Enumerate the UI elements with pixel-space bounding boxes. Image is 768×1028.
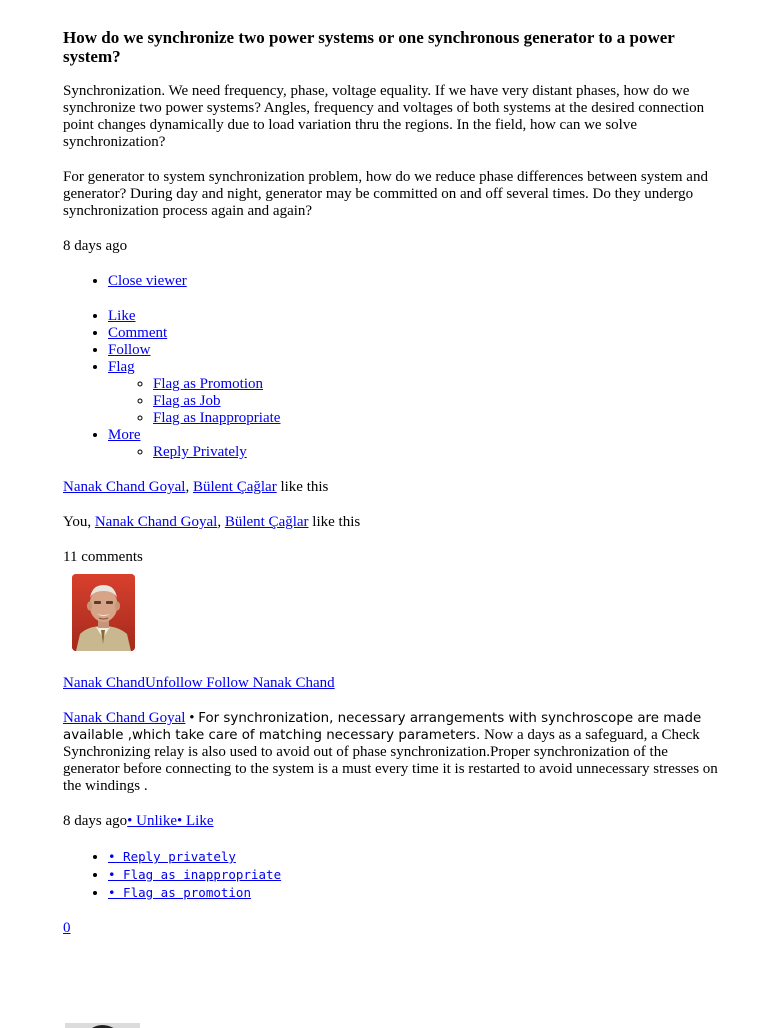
close-viewer-link[interactable]: Close viewer [108,273,187,289]
question-title: How do we synchronize two power systems or one synchronous generator to a power system? [63,28,675,66]
likes-separator: , [185,479,193,495]
comment-flag-inappropriate-link[interactable]: • Flag as inappropriate [108,867,282,882]
action-item-like [108,308,723,325]
more-submenu [108,444,723,461]
liker-profile-link[interactable]: Nanak Chand Goyal [63,479,186,495]
comment-text-rest: Now a days as a safeguard, a Check Synchronizing relay is also used to avoid out of phase synchronization.Proper synchronization of the generator before connecting to the system is a must every time it is restarted to avoid unnecessary stresses on the windings . [63,727,718,794]
comment-count: 11 comments [63,549,143,565]
likes-separator: , [217,514,225,530]
comment-text-lead: For synchronization, necessary arrangements with synchroscope are made available ,which take care of matching necessary parameters. [63,711,702,743]
author-follow-link[interactable]: Nanak ChandUnfollow Follow Nanak Chand [63,675,335,691]
flag-link[interactable]: Flag [108,359,135,375]
viewer-menu-item [108,273,723,290]
question-paragraph-1: Synchronization. We need frequency, phase, voltage equality. If we have very distant phases, how do we synchronize two power systems? Angles, frequency and voltages of both systems at the desired connection point changes dynamically due to load variation thru the regions. In the field, how can we solve synchronization? [63,83,705,150]
avatar[interactable] [72,574,135,651]
flag-submenu-item [153,410,723,427]
comment-action-item [108,884,723,902]
action-item-more [108,427,723,461]
follow-link[interactable]: Follow [108,342,151,358]
comment-bullet: • [185,710,199,726]
user-photo-icon [72,574,135,651]
action-item-follow [108,342,723,359]
viewer-menu [63,273,723,290]
comment-action-item [108,848,723,866]
likes-suffix: like this [308,514,361,530]
more-link[interactable]: More [108,427,141,443]
comment-reply-privately-link[interactable]: • Reply privately [108,849,236,864]
vote-count-link[interactable]: 0 [63,920,71,936]
flag-as-inappropriate-link[interactable]: Flag as Inappropriate [153,410,281,426]
likes-summary [63,479,723,496]
question-timestamp: 8 days ago [63,238,128,254]
comment-action-item [108,866,723,884]
flag-submenu-item [153,376,723,393]
flag-as-job-link[interactable]: Flag as Job [153,393,221,409]
like-link[interactable]: Like [108,308,136,324]
more-submenu-item [153,444,723,461]
comment-author-link[interactable]: Nanak Chand Goyal [63,710,186,726]
comment-link[interactable]: Comment [108,325,168,341]
action-menu [63,308,723,461]
flag-as-promotion-link[interactable]: Flag as Promotion [153,376,264,392]
discussion-page [63,28,723,955]
likes-summary-with-you [63,514,723,531]
user-photo-icon [65,1020,140,1028]
comment-timestamp: 8 days ago [63,813,128,829]
flag-submenu [108,376,723,427]
reply-privately-link[interactable]: Reply Privately [153,444,247,460]
question-paragraph-2: For generator to system synchronization problem, how do we reduce phase differences between system and generator? During day and night, generator may be committed on and off several times. Do they undergo synchronization process again and again? [63,169,708,219]
likes-you-prefix: You, [63,514,95,530]
liker-profile-link[interactable]: Bülent Çağlar [192,479,277,495]
comment-flag-promotion-link[interactable]: • Flag as promotion [108,885,251,900]
comment-body [63,710,723,795]
flag-submenu-item [153,393,723,410]
next-comment-avatar[interactable] [65,1018,140,1028]
unlike-like-link[interactable]: • Unlike• Like [127,813,214,829]
likes-suffix: like this [276,479,329,495]
action-item-comment [108,325,723,342]
action-item-flag [108,359,723,427]
comment-actions [63,848,723,902]
comment-meta [63,813,723,830]
liker-profile-link[interactable]: Bülent Çağlar [224,514,309,530]
comment-author-follow [63,675,723,692]
liker-profile-link[interactable]: Nanak Chand Goyal [94,514,218,530]
comment-vote-count [63,920,723,937]
